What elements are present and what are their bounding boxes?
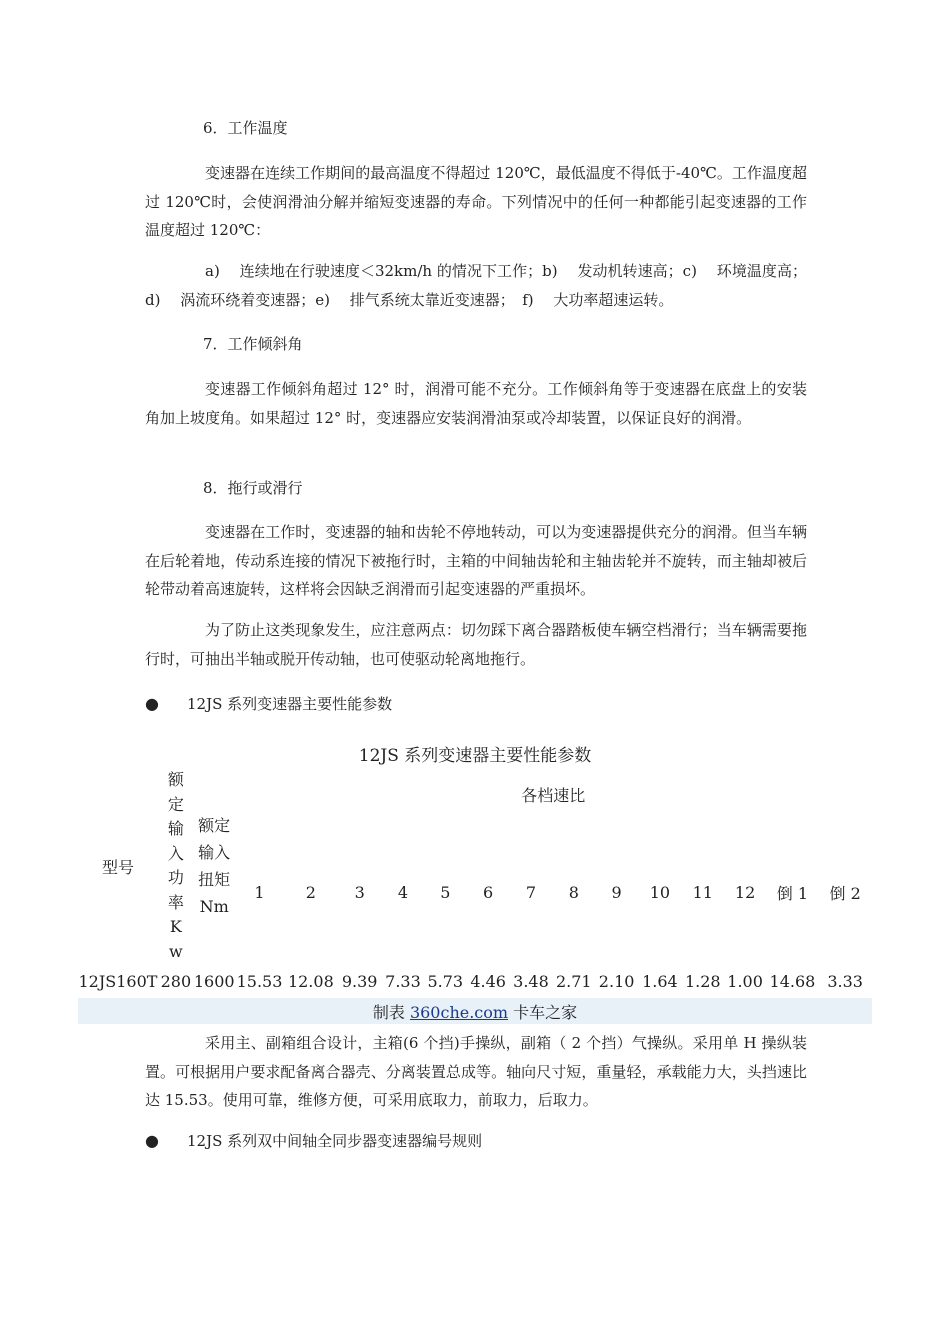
source-link[interactable]: 360che.com bbox=[409, 1002, 509, 1022]
paragraph-temperature-limits: 变速器在连续工作期间的最高温度不得超过 120℃，最低温度不得低于-40℃。工作温度超过 120℃时，会使润滑油分解并缩短变速器的寿命。下列情况中的任何一种都能引起变速器的工作温度超过 120℃： bbox=[145, 164, 807, 239]
header-gear-ratios: 各档速比 bbox=[521, 786, 586, 806]
cell-power: 280 bbox=[160, 971, 192, 991]
cell-ratio: 2.71 bbox=[555, 971, 592, 991]
table-row bbox=[78, 964, 872, 998]
cell-model: 12JS160T bbox=[78, 971, 158, 991]
bullet-icon: ● bbox=[145, 1131, 159, 1150]
section-heading-towing: 8．拖行或滑行 bbox=[203, 479, 303, 497]
gear-header: 12 bbox=[734, 883, 756, 903]
gear-header: 2 bbox=[305, 883, 316, 903]
header-model: 型号 bbox=[101, 857, 134, 877]
source-suffix: 卡车之家 bbox=[513, 1002, 578, 1022]
cell-torque: 1600 bbox=[193, 971, 235, 991]
bullet-performance-params bbox=[145, 692, 392, 716]
gear-header: 倒 2 bbox=[829, 884, 861, 904]
paragraph-towing-prevention: 为了防止这类现象发生，应注意两点：切勿踩下离合器踏板使车辆空档滑行；当车辆需要拖行时，可抽出半轴或脱开传动轴，也可使驱动轮离地拖行。 bbox=[145, 621, 807, 668]
gear-header: 10 bbox=[649, 883, 671, 903]
header-rated-torque: 额定输入扭矩Nm bbox=[198, 816, 231, 916]
gear-header: 5 bbox=[440, 883, 451, 903]
gear-header: 9 bbox=[611, 883, 622, 903]
gear-header: 6 bbox=[483, 883, 494, 903]
cell-ratio: 4.46 bbox=[470, 971, 506, 991]
paragraph-towing-damage: 变速器在工作时，变速器的轴和齿轮不停地转动，可以为变速器提供充分的润滑。但当车辆在后轮着地，传动系连接的情况下被拖行时，主箱的中间轴齿轮和主轴齿轮并不旋转，而主轴却被后轮带动着高速旋转，这样将会因缺乏润滑而引起变速器的严重损坏。 bbox=[145, 523, 807, 598]
cell-ratio: 3.33 bbox=[827, 971, 863, 991]
gear-header: 3 bbox=[354, 883, 365, 903]
bullet-numbering-rules bbox=[145, 1129, 482, 1153]
table-source bbox=[78, 998, 872, 1024]
cell-ratio: 5.73 bbox=[427, 971, 464, 991]
paragraph-design: 采用主、副箱组合设计，主箱(6 个挡)手操纵，副箱（ 2 个挡）气操纵。采用单 H 操纵装置。可根据用户要求配备离合器壳、分离装置总成等。轴向尺寸短，重量轻，承载能力大，头挡速比达 15.53。使用可靠，维修方便，可采用底取力，前取力，后取力。 bbox=[145, 1034, 807, 1109]
table-source-row bbox=[78, 998, 872, 1024]
cell-ratio: 7.33 bbox=[385, 971, 421, 991]
bullet-icon: ● bbox=[145, 694, 159, 713]
gear-header: 11 bbox=[692, 883, 713, 903]
paragraph-temperature-causes: a) 连续地在行驶速度＜32km/h 的情况下工作；b) 发动机转速高；c) 环境温度高；d) 涡流环绕着变速器；e) 排气系统太靠近变速器； f) 大功率超速运转。 bbox=[145, 262, 807, 309]
performance-table bbox=[78, 768, 872, 1024]
table-title: 12JS 系列变速器主要性能参数 bbox=[358, 746, 592, 766]
bullet-text: 12JS 系列双中间轴全同步器变速器编号规则 bbox=[187, 1132, 483, 1150]
cell-ratio: 1.64 bbox=[642, 971, 678, 991]
section-heading-tilt-angle: 7．工作倾斜角 bbox=[203, 335, 303, 353]
cell-ratio: 1.00 bbox=[727, 971, 763, 991]
cell-ratio: 14.68 bbox=[769, 971, 816, 991]
bullet-text: 12JS 系列变速器主要性能参数 bbox=[187, 695, 393, 713]
gear-header: 4 bbox=[397, 883, 409, 903]
paragraph-tilt-angle: 变速器工作倾斜角超过 12° 时，润滑可能不充分。工作倾斜角等于变速器在底盘上的安装角加上坡度角。如果超过 12° 时，变速器应安装润滑油泵或冷却装置，以保证良好的润滑。 bbox=[145, 380, 807, 427]
cell-ratio: 1.28 bbox=[684, 971, 721, 991]
cell-ratio: 9.39 bbox=[341, 971, 378, 991]
gear-header: 倒 1 bbox=[776, 884, 809, 904]
source-prefix: 制表 bbox=[372, 1002, 405, 1022]
section-heading-temperature: 6．工作温度 bbox=[203, 119, 288, 137]
cell-ratio: 12.08 bbox=[287, 971, 334, 991]
cell-ratio: 2.10 bbox=[598, 971, 635, 991]
gear-header: 1 bbox=[254, 883, 265, 903]
gear-header: 8 bbox=[568, 883, 579, 903]
cell-ratio: 15.53 bbox=[236, 971, 283, 991]
gear-header: 7 bbox=[525, 883, 537, 903]
header-rated-power: 额定输入功率Kw bbox=[167, 770, 184, 961]
cell-ratio: 3.48 bbox=[513, 971, 549, 991]
